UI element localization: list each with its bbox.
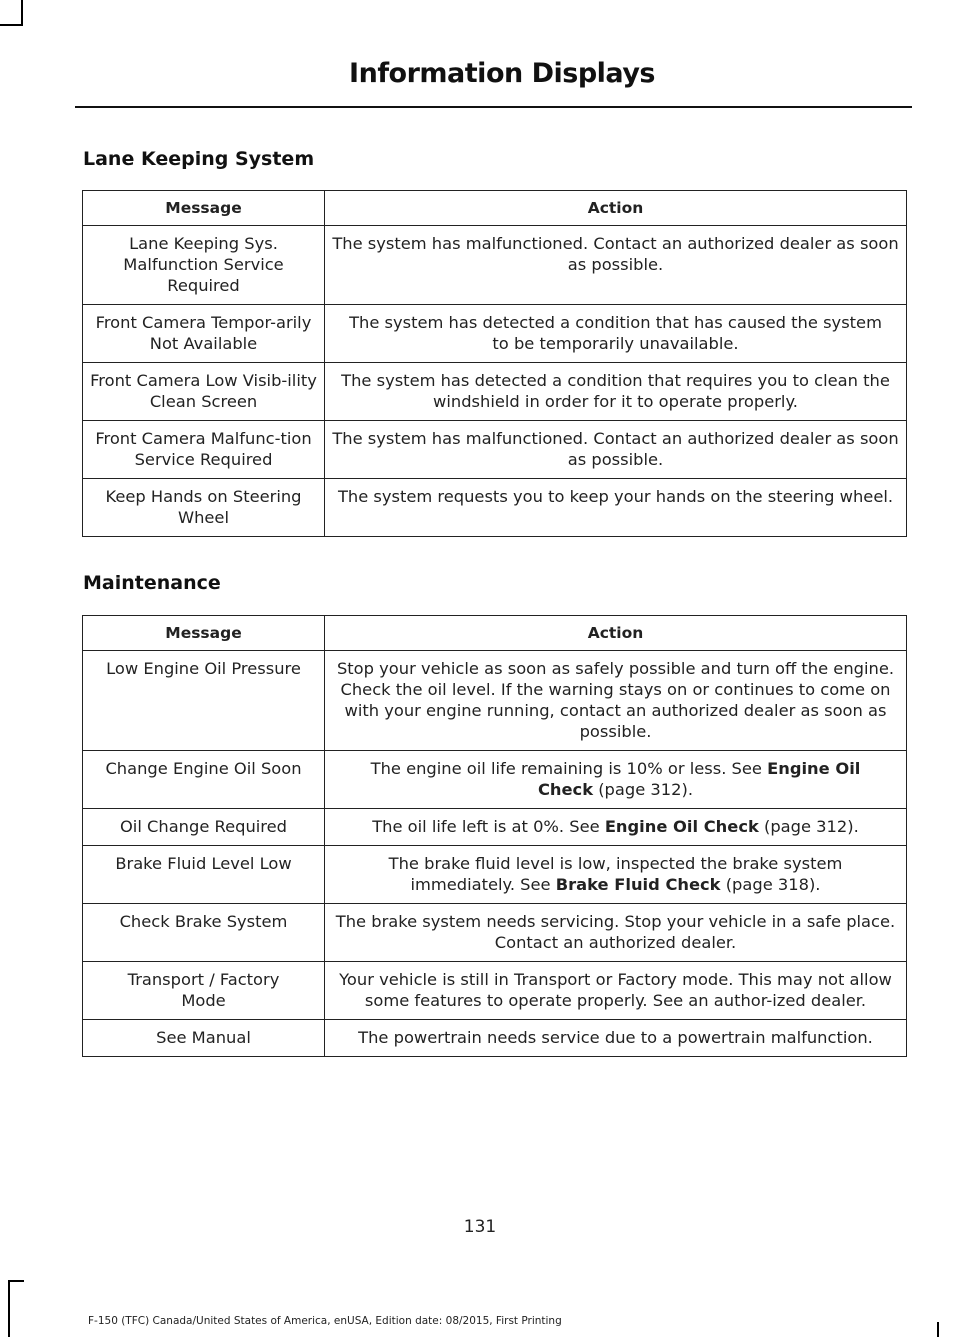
crop-mark-bottom-left [8,1280,10,1337]
header-rule [75,106,912,108]
crop-mark-top-left-h [0,24,22,26]
action-text: The oil life left is at 0%. See [372,817,605,836]
action-cell: The brake system needs servicing. Stop your vehicle in a safe place. Contact an authorized dealer. [325,904,907,962]
action-cell: The system has detected a condition that has caused the system to be temporarily unavailable. [325,305,907,363]
message-cell: Keep Hands on Steering Wheel [83,479,325,537]
table-row [83,809,907,846]
page-reference: (page 318). [720,875,821,894]
column-header-action: Action [325,616,907,651]
table-row [83,421,907,479]
action-cell: The system has detected a condition that requires you to clean the windshield in order for it to operate properly. [325,363,907,421]
message-cell: See Manual [83,1020,325,1057]
maintenance-table [82,615,907,1057]
table-row [83,751,907,809]
message-cell: Front Camera Low Visib-ility Clean Screen [83,363,325,421]
table-row [83,651,907,751]
action-cell [325,809,907,846]
message-cell: Transport / Factory Mode [83,962,325,1020]
action-text: The engine oil life remaining is 10% or less. See [370,759,768,778]
action-cell: The system has malfunctioned. Contact an authorized dealer as soon as possible. [325,226,907,305]
table-row [83,226,907,305]
page-reference: (page 312). [593,780,694,799]
action-cell: Your vehicle is still in Transport or Factory mode. This may not allow some features to operate properly. See an author-ized dealer. [325,962,907,1020]
crop-mark-bottom-left-h [8,1280,24,1282]
table-row [83,846,907,904]
table-header-row [83,191,907,226]
crop-mark-top-left [21,0,23,26]
table-row [83,479,907,537]
table-row [83,305,907,363]
action-text: The brake fluid level is low, inspected the brake system immediately. See [388,854,843,894]
column-header-message: Message [83,191,325,226]
cross-reference-link[interactable]: Brake Fluid Check [555,875,721,894]
action-cell: Stop your vehicle as soon as safely possible and turn off the engine. Check the oil level. If the warning stays on or continues to come on with your engine running, contact an authorized dealer as soon as possible. [325,651,907,751]
lane-keeping-table [82,190,907,537]
action-cell [325,846,907,904]
message-cell: Oil Change Required [83,809,325,846]
cross-reference-link[interactable]: Engine Oil Check [537,759,861,799]
cross-reference-link[interactable]: Engine Oil Check [604,817,759,836]
footer-edition-text: F-150 (TFC) Canada/United States of America, enUSA, Edition date: 08/2015, First Printing [88,1315,562,1327]
table-header-row [83,616,907,651]
section-title-lane-keeping: Lane Keeping System [83,148,315,170]
action-cell: The system has malfunctioned. Contact an authorized dealer as soon as possible. [325,421,907,479]
table-row [83,363,907,421]
page-header-title: Information Displays [349,58,655,89]
action-cell: The powertrain needs service due to a powertrain malfunction. [325,1020,907,1057]
action-cell: The system requests you to keep your hands on the steering wheel. [325,479,907,537]
column-header-action: Action [325,191,907,226]
page-number: 131 [463,1217,497,1237]
message-cell: Front Camera Malfunc-tion Service Required [83,421,325,479]
message-cell: Check Brake System [83,904,325,962]
message-cell: Brake Fluid Level Low [83,846,325,904]
message-cell: Change Engine Oil Soon [83,751,325,809]
page-reference: (page 312). [758,817,859,836]
message-cell: Low Engine Oil Pressure [83,651,325,751]
column-header-message: Message [83,616,325,651]
message-cell: Front Camera Tempor-arily Not Available [83,305,325,363]
section-title-maintenance: Maintenance [83,572,221,594]
table-row [83,904,907,962]
table-row [83,962,907,1020]
crop-mark-bottom-right [937,1322,939,1337]
action-cell [325,751,907,809]
table-row [83,1020,907,1057]
message-cell: Lane Keeping Sys. Malfunction Service Required [83,226,325,305]
